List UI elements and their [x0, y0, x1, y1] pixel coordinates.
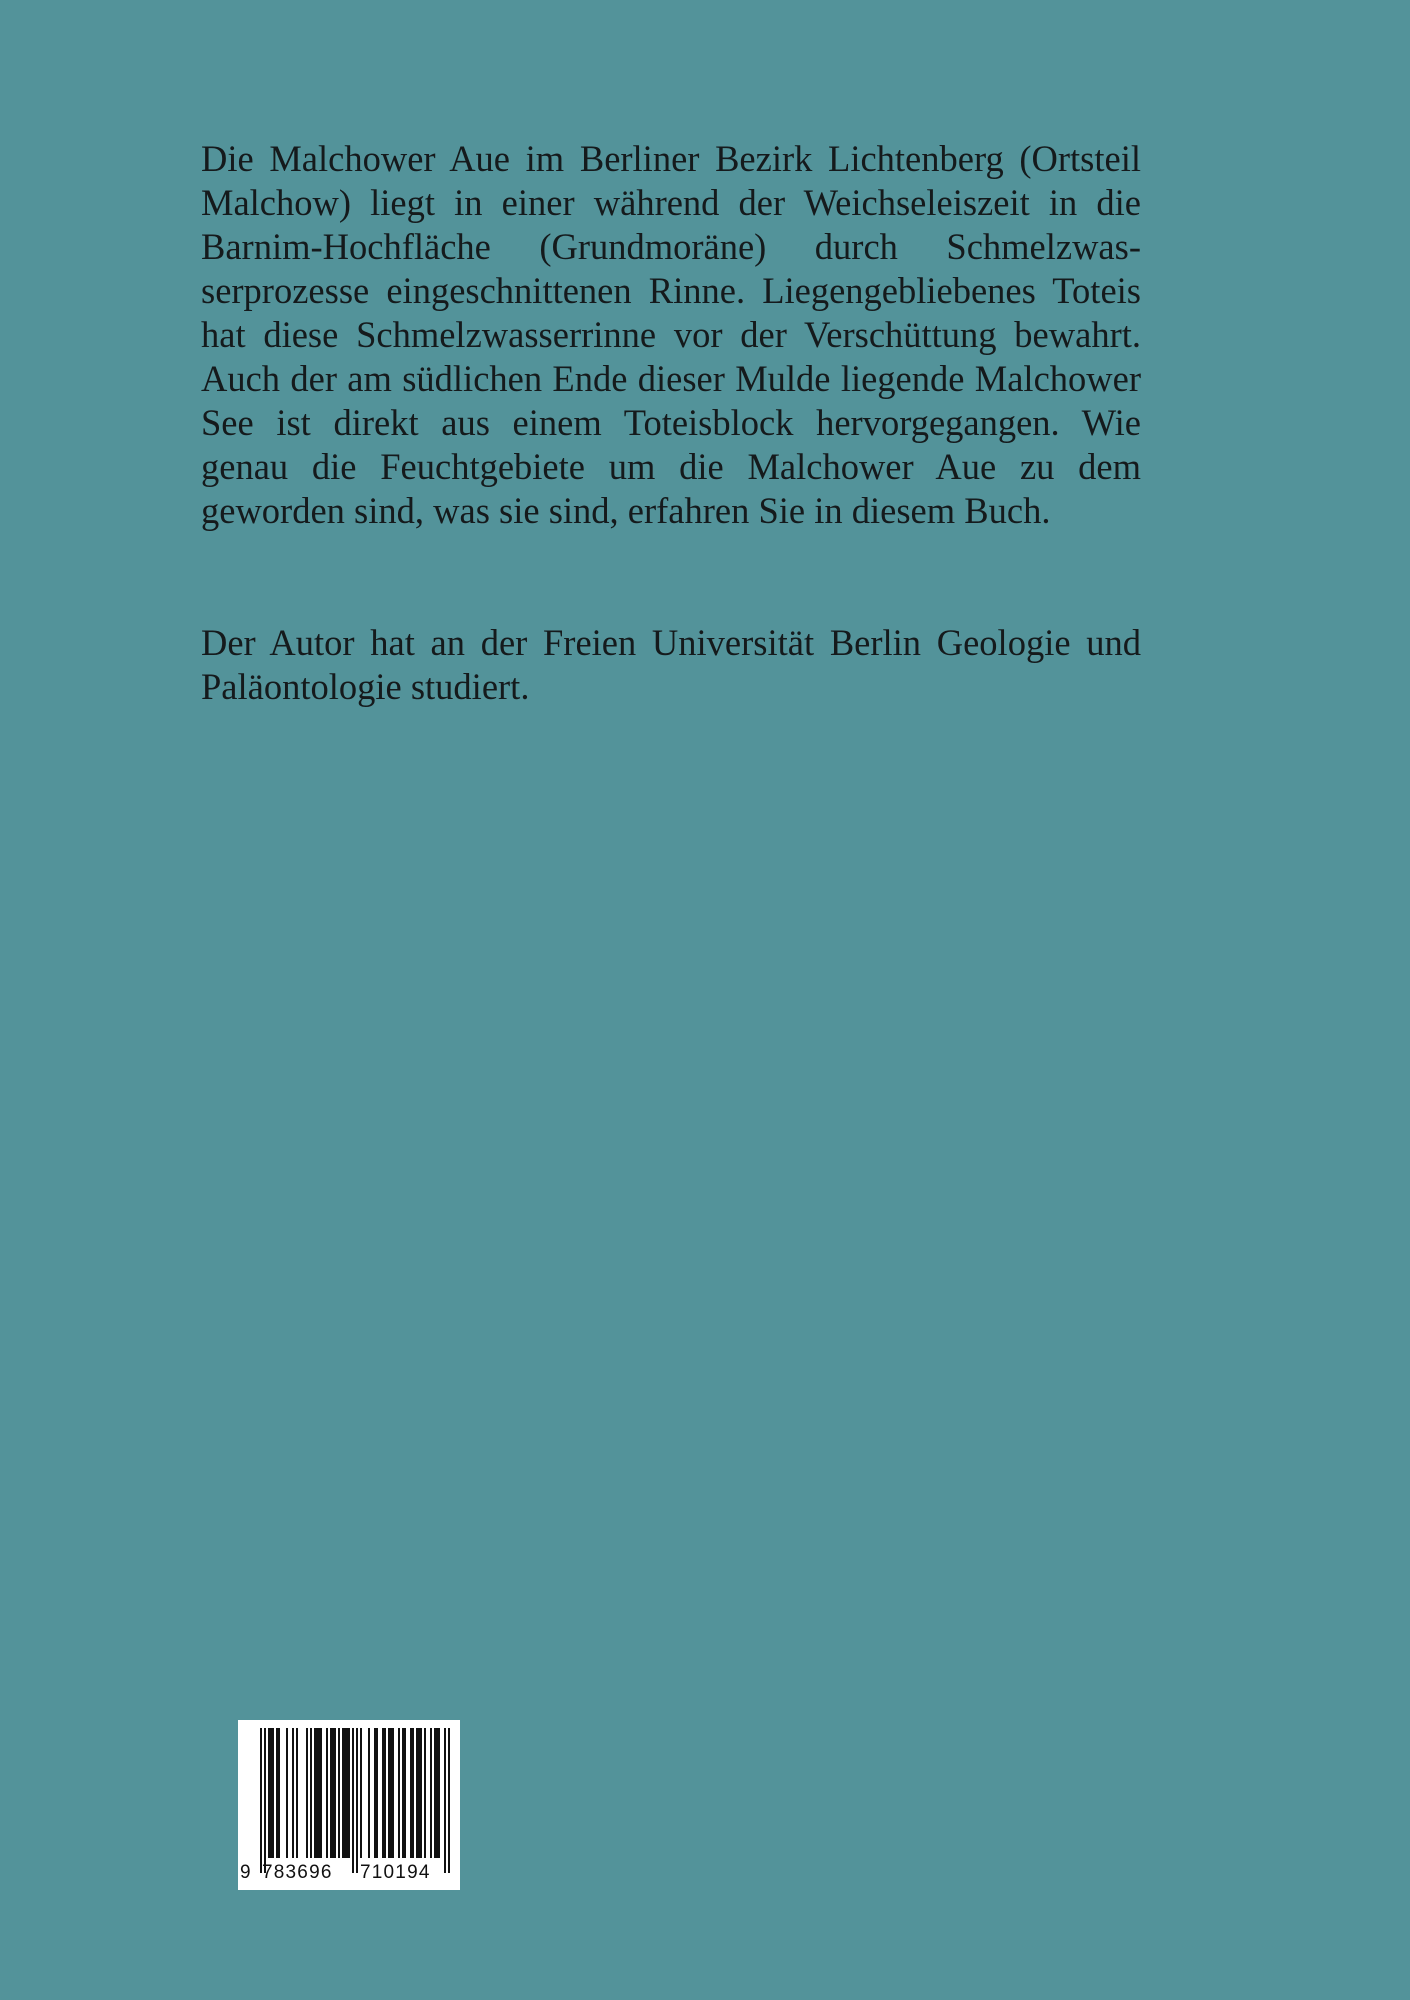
barcode-bar [276, 1728, 278, 1858]
barcode-bar [402, 1728, 404, 1858]
barcode-digits-left: 783696 [262, 1862, 333, 1883]
barcode-bar [382, 1728, 384, 1858]
barcode-bar [330, 1728, 332, 1858]
barcode-bar [260, 1728, 262, 1873]
barcode-bar [334, 1728, 336, 1858]
barcode-bar [376, 1728, 378, 1858]
barcode-bar [416, 1728, 418, 1858]
isbn-barcode [238, 1720, 460, 1890]
barcode-bar [420, 1728, 422, 1858]
barcode-bar [398, 1728, 400, 1858]
barcode-bar [332, 1728, 334, 1858]
barcode-bar [444, 1728, 446, 1873]
barcode-bar [338, 1728, 340, 1858]
barcode-bar [430, 1728, 432, 1858]
barcode-bar [316, 1728, 318, 1858]
barcode-bar [412, 1728, 414, 1858]
barcode-bar [318, 1728, 320, 1858]
barcode-bar [326, 1728, 328, 1858]
barcode-bar [286, 1728, 288, 1858]
barcode-bar [360, 1728, 362, 1858]
blurb-paragraph: Die Malchower Aue im Berliner Bezirk Lichtenberg (Ortsteil Malchow) liegt in einer während der Weichseleiszeit in die Barnim-Hochfläche (Grundmoräne) durch Schmelzwasserprozesse eingeschnittenen Rinne. Liegengebliebenes Toteis hat diese Schmelzwasserrinne vor der Verschüttung bewahrt. Auch der am südlichen Ende dieser Mulde liegende Malchower See ist direkt aus einem Toteisblock hervorgegangen. Wie genau die Feuchtgebiete um die Malchower Aue zu dem geworden sind, was sie sind, erfahren Sie in diesem Buch. [201, 138, 1141, 531]
barcode-bar [344, 1728, 346, 1858]
author-note-text: Der Autor hat an der Freien Universität Berlin Geologie und Paläontologie studiert. [201, 622, 1141, 707]
barcode-digits-right: 710194 [360, 1862, 431, 1883]
barcode-bar [348, 1728, 350, 1858]
barcode-bar [410, 1728, 412, 1858]
barcode-bar [296, 1728, 298, 1858]
barcode-bar [434, 1728, 436, 1858]
barcode-bar [270, 1728, 272, 1858]
barcode-bar [352, 1728, 354, 1873]
barcode-bar [292, 1728, 294, 1858]
barcode-bar [392, 1728, 394, 1858]
barcode-bar [268, 1728, 270, 1858]
barcode-bar [418, 1728, 420, 1858]
author-note [201, 621, 1141, 709]
barcode-bar [320, 1728, 322, 1858]
barcode-bar [310, 1728, 312, 1858]
barcode-bar [264, 1728, 266, 1873]
barcode-bar [448, 1728, 450, 1873]
barcode-bar [306, 1728, 308, 1858]
barcode-bar [278, 1728, 280, 1858]
barcode-bar [342, 1728, 344, 1858]
barcode-bar [438, 1728, 440, 1858]
barcode-bar [388, 1728, 390, 1858]
barcode-bar [346, 1728, 348, 1858]
barcode-bar [368, 1728, 370, 1858]
barcode-digit-lead: 9 [240, 1862, 252, 1883]
barcode-bar [436, 1728, 438, 1858]
book-blurb [201, 137, 1141, 533]
barcode-bar [374, 1728, 376, 1858]
barcode-bar [272, 1728, 274, 1858]
barcode-bar [390, 1728, 392, 1858]
barcode-bar [314, 1728, 316, 1858]
barcode-bar [356, 1728, 358, 1873]
barcode-bar [404, 1728, 406, 1858]
barcode-bar [384, 1728, 386, 1858]
barcode-bar [424, 1728, 426, 1858]
